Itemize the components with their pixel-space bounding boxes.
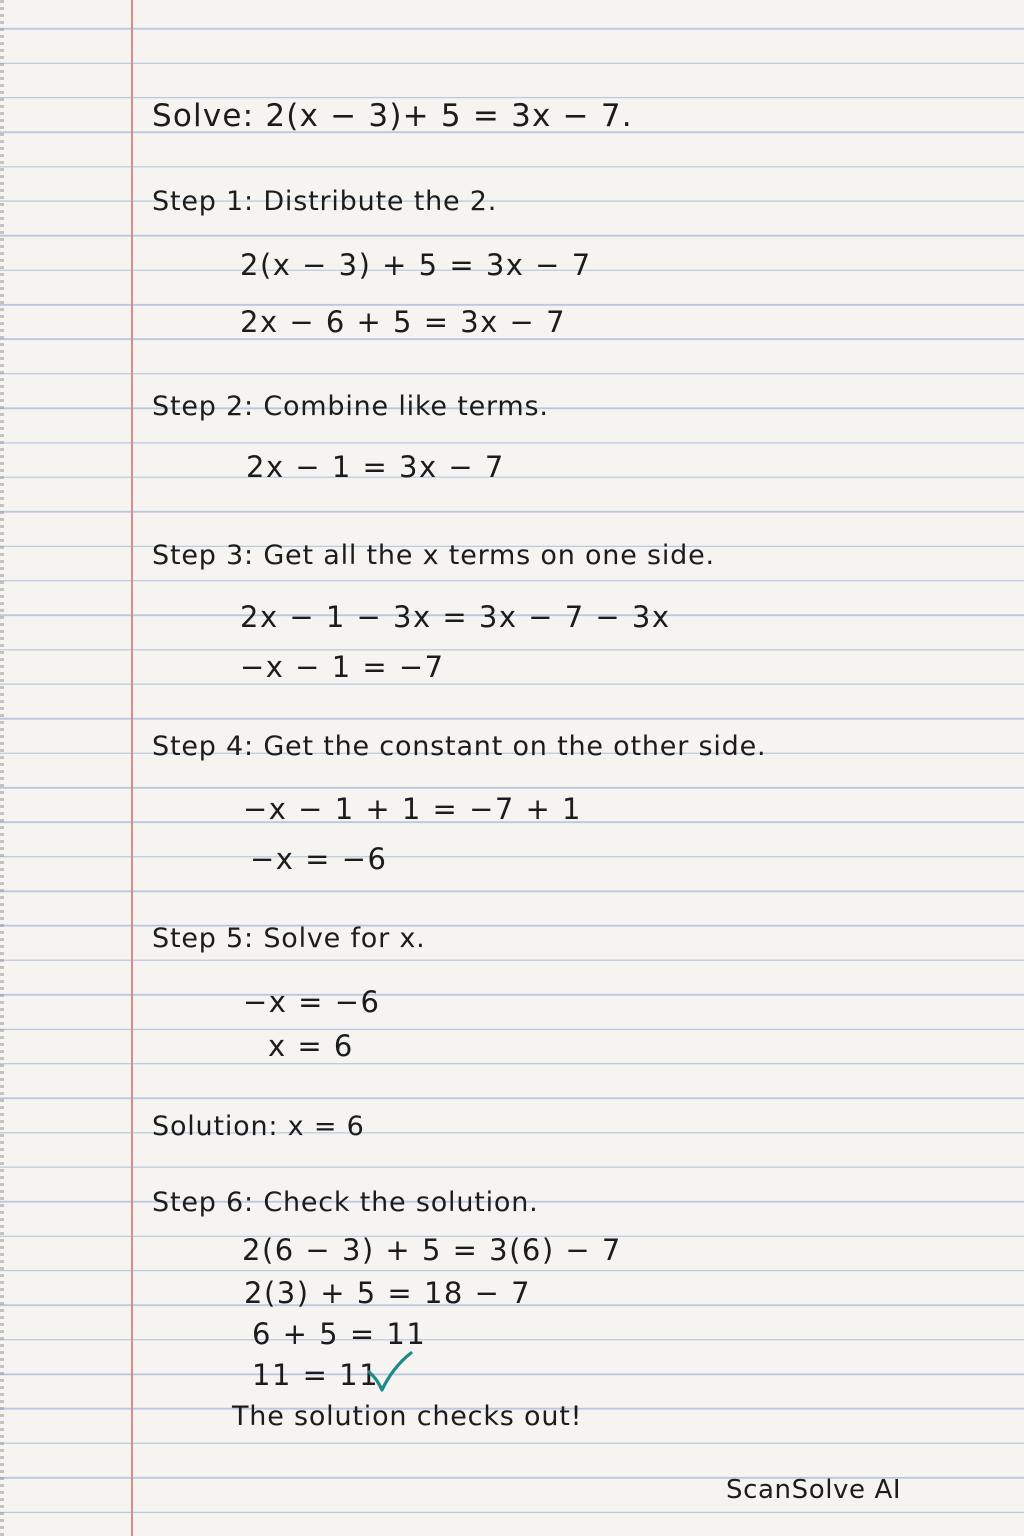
step-1-heading: Step 1: Distribute the 2. [152,186,498,217]
step-6-heading: Step 6: Check the solution. [152,1187,539,1218]
problem-statement: Solve: 2(x − 3)+ 5 = 3x − 7. [152,98,633,134]
step-2-heading: Step 2: Combine like terms. [152,391,549,422]
step-5-heading: Step 5: Solve for x. [152,923,426,954]
step-4-heading: Step 4: Get the constant on the other side. [152,731,767,762]
step-1-line-2: 2x − 6 + 5 = 3x − 7 [240,305,567,339]
checkmark-icon [366,1350,414,1394]
step-3-line-2: −x − 1 = −7 [240,650,445,684]
step-3-heading: Step 3: Get all the x terms on one side. [152,540,715,571]
check-line-4: 11 = 11 [252,1358,380,1392]
margin-line [131,0,133,1536]
perforated-edge [0,0,4,1536]
check-conclusion: The solution checks out! [232,1401,583,1432]
step-3-line-1: 2x − 1 − 3x = 3x − 7 − 3x [240,600,671,634]
step-4-line-2: −x = −6 [250,842,388,876]
step-5-line-1: −x = −6 [243,985,381,1019]
step-5-line-2: x = 6 [268,1029,354,1063]
solution-line: Solution: x = 6 [152,1111,365,1142]
step-4-line-1: −x − 1 + 1 = −7 + 1 [243,792,583,826]
check-line-3: 6 + 5 = 11 [252,1317,427,1351]
brand-watermark: ScanSolve AI [726,1475,902,1505]
step-1-line-1: 2(x − 3) + 5 = 3x − 7 [240,248,592,282]
step-2-line-1: 2x − 1 = 3x − 7 [246,450,505,484]
check-line-2: 2(3) + 5 = 18 − 7 [244,1276,532,1310]
check-line-1: 2(6 − 3) + 5 = 3(6) − 7 [242,1233,622,1267]
